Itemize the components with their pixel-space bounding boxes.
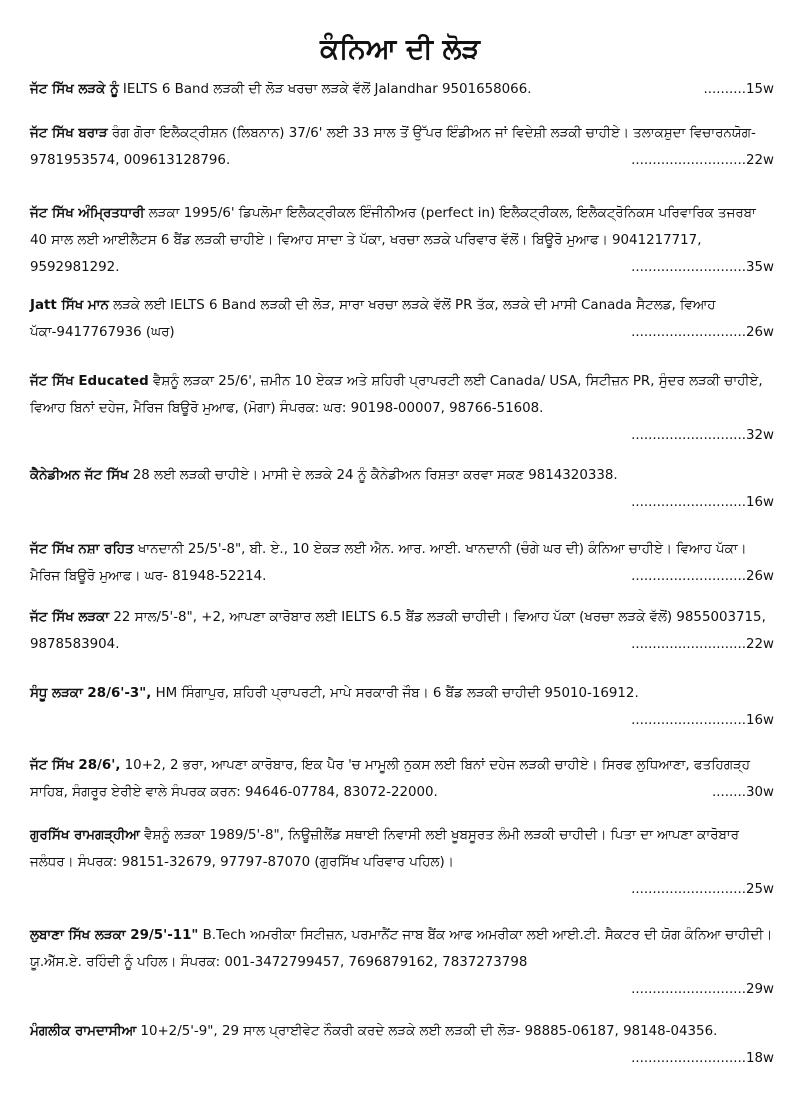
ad-lead: ਜੱਟ ਸਿੱਖ Educated xyxy=(30,374,149,389)
ad-code: ...........................22w xyxy=(631,153,774,168)
ad-lead: ਕੈਨੇਡੀਅਨ ਜੱਟ ਸਿੱਖ xyxy=(30,468,129,483)
ad-code: ...........................26w xyxy=(631,325,774,340)
ad-13 xyxy=(30,1018,774,1072)
ad-body: 10+2, 2 ਭਰਾ, ਆਪਣਾ ਕਾਰੋਬਾਰ, ਇਕ ਪੈਰ 'ਚ ਮਾਮੂਲੀ ਨੁਕਸ ਲਈ ਬਿਨਾਂ ਦਹੇਜ ਲੜਕੀ ਚਾਹੀਏ। ਸਿਰਫ ਲੁਧਿਆਣਾ, ਫਤਹਿਗੜ੍ਹ ਸਾਹਿਬ, ਸੰਗਰੂਰ ਏਰੀਏ ਵਾਲੇ ਸੰਪਰਕ ਕਰਨ: 94646-07784, 83072-22000. xyxy=(30,758,751,800)
ad-lead: Jatt ਸਿੱਖ ਮਾਨ xyxy=(30,298,109,313)
ad-8 xyxy=(30,604,774,658)
ad-body: B.Tech ਅਮਰੀਕਾ ਸਿਟੀਜ਼ਨ, ਪਰਮਾਨੈਂਟ ਜਾਬ ਬੈਂਕ ਆਫ ਅਮਰੀਕਾ ਲਈ ਆਈ.ਟੀ. ਸੈਕਟਰ ਦੀ ਯੋਗ ਕੰਨਿਆ ਚਾਹੀਦੀ। ਯੂ.ਐੱਸ.ਏ. ਰਹਿੰਦੀ ਨੂੰ ਪਹਿਲ। ਸੰਪਰਕ: 001-3472799457, 7696879162, 7837273798 xyxy=(30,928,773,970)
ad-body: 28 ਲਈ ਲੜਕੀ ਚਾਹੀਏ। ਮਾਸੀ ਦੇ ਲੜਕੇ 24 ਨੂੰ ਕੈਨੇਡੀਅਨ ਰਿਸ਼ਤਾ ਕਰਵਾ ਸਕਣ 9814320338. xyxy=(128,468,618,483)
ad-body: ਲੜਕਾ 1995/6' ਡਿਪਲੋਮਾ ਇਲੈਕਟ੍ਰੀਕਲ ਇੰਜੀਨੀਅਰ (perfect in) ਇਲੈਕਟ੍ਰੀਕਲ, ਇਲੈਕਟ੍ਰੋਨਿਕਸ ਪਰਿਵਾਰਿਕ ਤਜਰਬਾ 40 ਸਾਲ ਲਈ ਆਈਲੈਟਸ 6 ਬੈਂਡ ਲੜਕੀ ਚਾਹੀਏ। ਵਿਆਹ ਸਾਦਾ ਤੇ ਪੱਕਾ, ਖਰਚਾ ਲੜਕੇ ਪਰਿਵਾਰ ਵੱਲੋਂ। ਬਿਊਰੋ ਮੁਆਫ। 9041217717, 9592981292. xyxy=(30,206,756,275)
ad-body: HM ਸਿੰਗਾਪੁਰ, ਸ਼ਹਿਰੀ ਪ੍ਰਾਪਰਟੀ, ਮਾਪੇ ਸਰਕਾਰੀ ਜੌਬ। 6 ਬੈਂਡ ਲੜਕੀ ਚਾਹੀਦੀ 95010-16912. xyxy=(151,686,639,701)
ad-7 xyxy=(30,536,774,590)
ad-body: IELTS 6 Band ਲੜਕੀ ਦੀ ਲੋੜ ਖਰਚਾ ਲੜਕੇ ਵੱਲੋਂ Jalandhar 9501658066. xyxy=(118,82,532,97)
ad-code: ...........................16w xyxy=(631,495,774,510)
ad-body: ਖਾਨਦਾਨੀ 25/5'-8", ਬੀ. ਏ., 10 ਏਕੜ ਲਈ ਐਨ. ਆਰ. ਆਈ. ਖਾਨਦਾਨੀ (ਚੰਗੇ ਘਰ ਦੀ) ਕੰਨਿਆ ਚਾਹੀਏ। ਵਿਆਹ ਪੱਕਾ। ਮੈਰਿਜ ਬਿਊਰੋ ਮੁਆਫ। ਘਰ- 81948-52214. xyxy=(30,542,747,584)
ad-lead: ਗੁਰਸਿੱਖ ਰਾਮਗੜ੍ਹੀਆ xyxy=(30,828,140,843)
ad-body: 10+2/5'-9", 29 ਸਾਲ ਪ੍ਰਾਈਵੇਟ ਨੌਕਰੀ ਕਰਦੇ ਲੜਕੇ ਲਈ ਲੜਕੀ ਦੀ ਲੋੜ- 98885-06187, 98148-04356. xyxy=(136,1024,718,1039)
ad-code: ........30w xyxy=(711,785,774,800)
ad-body: ਵੈਸ਼ਨੂੰ ਲੜਕਾ 25/6', ਜ਼ਮੀਨ 10 ਏਕੜ ਅਤੇ ਸ਼ਹਿਰੀ ਪ੍ਰਾਪਰਟੀ ਲਈ Canada/ USA, ਸਿਟੀਜ਼ਨ PR, ਸੁੰਦਰ ਲੜਕੀ ਚਾਹੀਏ, ਵਿਆਹ ਬਿਨਾਂ ਦਹੇਜ, ਮੈਰਿਜ ਬਿਊਰੋ ਮੁਆਫ, (ਮੋਗਾ) ਸੰਪਰਕ: ਘਰ: 90198-00007, 98766-51608. xyxy=(30,374,763,416)
ad-lead: ਜੱਟ ਸਿੱਖ ਬਰਾੜ xyxy=(30,126,108,141)
ad-lead: ਜੱਟ ਸਿੱਖ 28/6', xyxy=(30,758,121,773)
ad-lead: ਜੱਟ ਸਿੱਖ ਨਸ਼ਾ ਰਹਿਤ xyxy=(30,542,134,557)
ad-code: ...........................26w xyxy=(631,569,774,584)
ad-4 xyxy=(30,292,774,346)
ad-body: ਰੰਗ ਗੋਰਾ ਇਲੈਕਟ੍ਰੀਸ਼ਨ (ਲਿਬਨਾਨ) 37/6' ਲਈ 33 ਸਾਲ ਤੋਂ ਉੱਪਰ ਇੰਡੀਅਨ ਜਾਂ ਵਿਦੇਸ਼ੀ ਲੜਕੀ ਚਾਹੀਏ। ਤਲਾਕਸ਼ੁਦਾ ਵਿਚਾਰਨਯੋਗ- 9781953574, 009613128796. xyxy=(30,126,756,168)
ad-code: ...........................18w xyxy=(631,1051,774,1066)
ad-code: ..........15w xyxy=(703,82,774,97)
page-title: ਕੰਨਿਆ ਦੀ ਲੋੜ xyxy=(320,32,480,65)
ad-lead: ਮੰਗਲੀਕ ਰਾਮਦਾਸੀਆ xyxy=(30,1024,137,1039)
ad-9 xyxy=(30,680,774,734)
ad-1 xyxy=(30,76,774,103)
ad-5 xyxy=(30,368,774,449)
ad-code: ...........................16w xyxy=(631,713,774,728)
ad-code: ...........................35w xyxy=(631,260,774,275)
ad-body: ਵੈਸ਼ਨੂੰ ਲੜਕਾ 1989/5'-8", ਨਿਊਜ਼ੀਲੈਂਡ ਸਥਾਈ ਨਿਵਾਸੀ ਲਈ ਖੂਬਸੂਰਤ ਲੰਮੀ ਲੜਕੀ ਚਾਹੀਦੀ। ਪਿਤਾ ਦਾ ਆਪਣਾ ਕਾਰੋਬਾਰ ਜਲੰਧਰ। ਸੰਪਰਕ: 98151-32679, 97797-87070 (ਗੁਰਸਿੱਖ ਪਰਿਵਾਰ ਪਹਿਲ)। xyxy=(30,828,739,870)
ad-body: ਲੜਕੇ ਲਈ IELTS 6 Band ਲੜਕੀ ਦੀ ਲੋੜ, ਸਾਰਾ ਖਰਚਾ ਲੜਕੇ ਵੱਲੋਂ PR ਤੱਕ, ਲੜਕੇ ਦੀ ਮਾਸੀ Canada ਸੈਟਲਡ, ਵਿਆਹ ਪੱਕਾ-9417767936 (ਘਰ) xyxy=(30,298,716,340)
ad-6 xyxy=(30,462,774,516)
ad-code: ...........................25w xyxy=(631,882,774,897)
ad-lead: ਸੰਧੂ ਲੜਕਾ 28/6'-3", xyxy=(30,686,152,701)
ad-code: ...........................22w xyxy=(631,637,774,652)
ad-11 xyxy=(30,822,774,903)
ad-3 xyxy=(30,200,774,281)
ad-body: 22 ਸਾਲ/5'-8", +2, ਆਪਣਾ ਕਾਰੋਬਾਰ ਲਈ IELTS 6.5 ਬੈਂਡ ਲੜਕੀ ਚਾਹੀਦੀ। ਵਿਆਹ ਪੱਕਾ (ਖਰਚਾ ਲੜਕੇ ਵੱਲੋਂ) 9855003715, 9878583904. xyxy=(30,610,766,652)
ad-lead: ਜੱਟ ਸਿੱਖ ਲੜਕੇ ਨੂੰ xyxy=(30,82,119,97)
ad-lead: ਜੱਟ ਸਿੱਖ ਅੰਮ੍ਰਿਤਧਾਰੀ xyxy=(30,206,145,221)
ad-code: ...........................32w xyxy=(631,428,774,443)
ad-lead: ਜੱਟ ਸਿੱਖ ਲੜਕਾ xyxy=(30,610,110,625)
ad-code: ...........................29w xyxy=(631,982,774,997)
ad-12 xyxy=(30,922,774,1003)
ad-2 xyxy=(30,120,774,174)
ad-lead: ਲੁਬਾਣਾ ਸਿੱਖ ਲੜਕਾ 29/5'-11" xyxy=(30,928,199,943)
ad-10 xyxy=(30,752,774,806)
